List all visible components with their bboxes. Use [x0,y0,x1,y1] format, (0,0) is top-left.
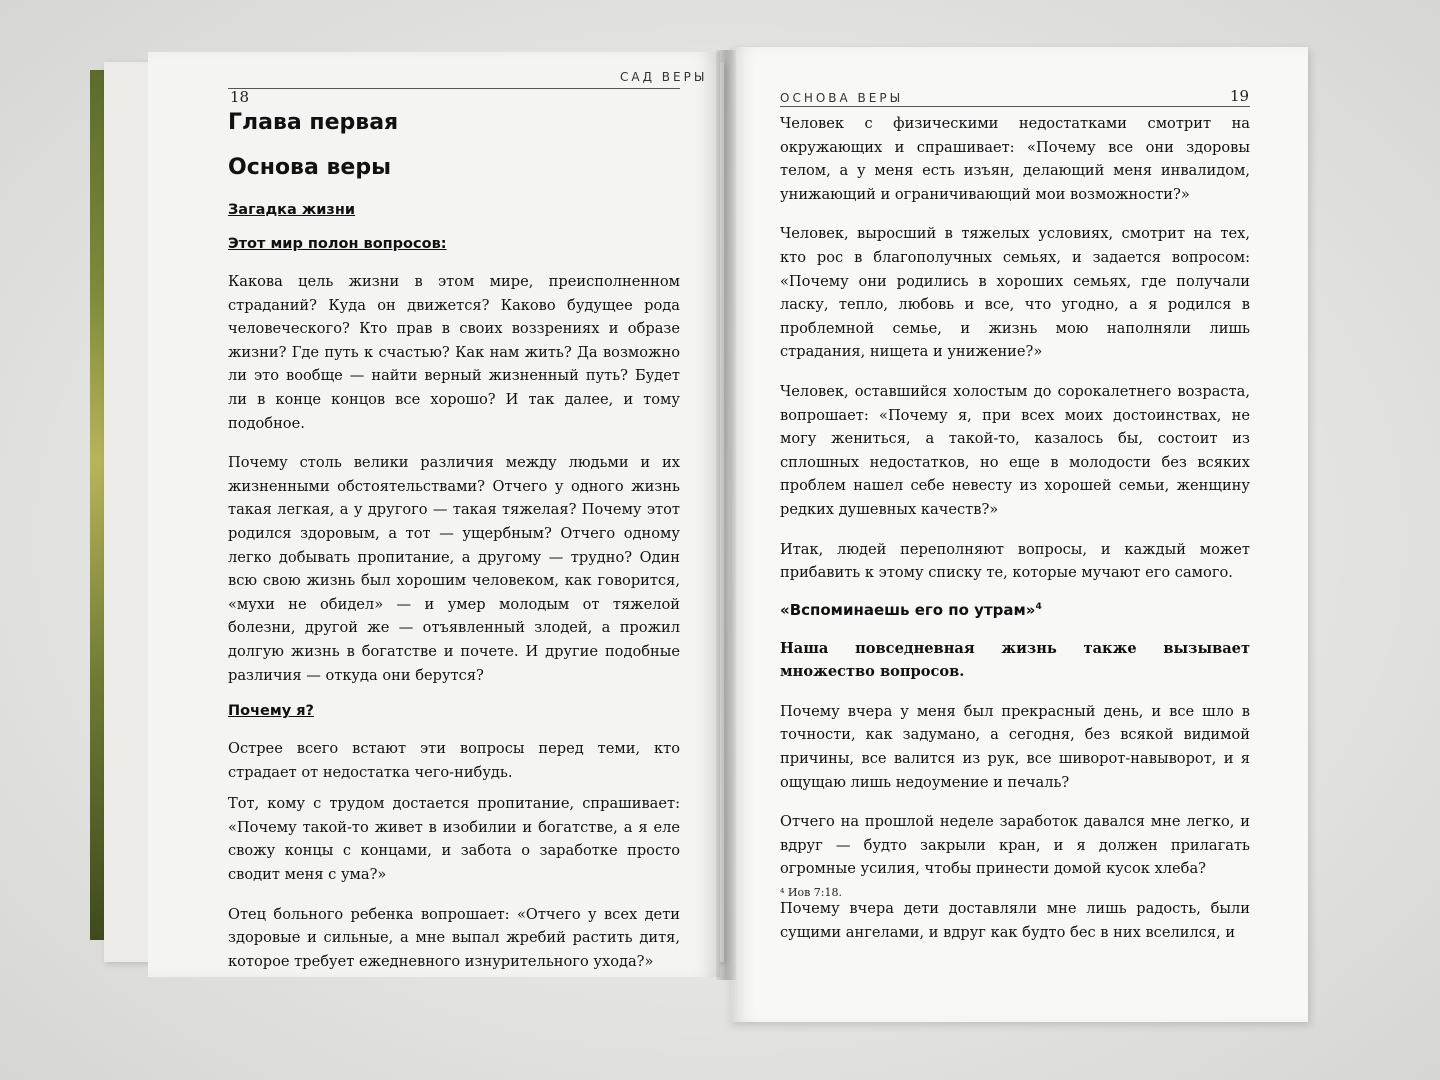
right-running-head: ОСНОВА ВЕРЫ [780,91,904,105]
right-header-rule [780,106,1250,107]
paragraph: Человек, выросший в тяжелых условиях, смотрит на тех, кто рос в благополучных семьях, и задается вопросом: «Почему они родились в хороших семьях, где получали ласку, тепло, любовь и все, что угодно, а я родился в проблемной семье, и жизнь мою наполняли лишь страдания, нищета и унижение?» [780,225,1250,361]
paragraph: Отец больного ребенка вопрошает: «Отчего у всех дети здоровые и сильные, а мне выпал жребий растить дитя, которое требует ежедневного изнурительного ухода?» [228,905,680,970]
left-header-rule [228,88,680,89]
paragraph: Человек с физическими недостатками смотрит на окружающих и спрашивает: «Почему все они здоровы телом, а у меня есть изъян, делающий меня инвалидом, унижающий и ограничивающий мои возможности?» [780,115,1250,203]
paragraph: Почему вчера дети доставляли мне лишь радость, были сущими ангелами, и вдруг как будто бес в них вселился, и [780,900,1250,941]
section-heading-why-me: Почему я? [228,703,314,720]
section-heading-mornings [780,601,1250,619]
section-heading-riddle: Загадка жизни [228,202,356,218]
paragraph: Наша повседневная жизнь также вызывает множество вопросов. [780,639,1250,681]
right-page-text [780,112,1250,960]
left-page-text [228,110,680,989]
footnote: ⁴ Иов 7:18. [780,886,843,899]
left-page-number: 18 [230,88,250,106]
right-page-number: 19 [1230,87,1250,105]
paragraph: Почему вчера у меня был прекрасный день, и все шло в точности, как задумано, а сегодня, без всякой видимой причины, все валится из рук, все шиворот-навыворот, и я ощущаю лишь недоумение и печаль? [780,702,1250,791]
chapter-title: Основа веры [228,155,391,180]
lead-line: Этот мир полон вопросов: [228,236,447,252]
paragraph: Почему столь велики различия между людьми и их жизненными обстоятельствами? Отчего у одного жизнь такая легкая, а у другого — такая тяжелая? Почему этот родился здоровым, а тот — ущербным? Отчего одному легко добывать пропитание, а другому — трудно? Один всю свою жизнь был хорошим человеком, как говорится, «мухи не обидел» — и умер молодым от тяжелой болезни, другой же — отъявленный злодей, а прожил долгую жизнь в богатстве и почете. И другие подобные различия — откуда они берутся? [228,454,680,684]
paragraph: Человек, оставшийся холостым до сорокалетнего возраста, вопрошает: «Почему я, при всех моих достоинствах, не могу жениться, а такой-то, казалось бы, состоит из сплошных недостатков, но еще в молодости без всяких проблем нашел себе невесту из хорошей семьи, женщину редких душевных качеств?» [780,382,1250,518]
section-heading-text: «Вспоминаешь его по утрам» [780,600,1036,619]
paragraph: Острее всего встают эти вопросы перед теми, кто страдает от недостатка чего-нибудь. [228,740,680,781]
paragraph: Тот, кому с трудом достается пропитание, спрашивает: «Почему такой-то живет в изобилии и богатстве, а я еле свожу концы с концами, и забота о заработке просто сводит меня с ума?» [228,795,680,884]
footnote-ref: 4 [1035,601,1042,612]
paragraph: Итак, людей переполняют вопросы, и каждый может прибавить к этому списку те, которые мучают его самого. [780,540,1250,582]
paragraph: Отчего на прошлой неделе заработок давался мне легко, и вдруг — будто закрыли кран, и я должен прилагать огромные усилия, чтобы принести домой кусок хлеба? [780,813,1250,878]
left-running-head: САД ВЕРЫ [620,70,708,84]
chapter-heading: Глава первая [228,110,399,135]
book-gutter [716,50,736,980]
paragraph: Какова цель жизни в этом мире, преисполненном страданий? Куда он движется? Каково будущее рода человеческого? Кто прав в своих воззрениях и образе жизни? Где путь к счастью? Как нам жить? Да возможно ли это вообще — найти верный жизненный путь? Будет ли в конце концов все хорошо? И так далее, и тому подобное. [228,273,680,432]
